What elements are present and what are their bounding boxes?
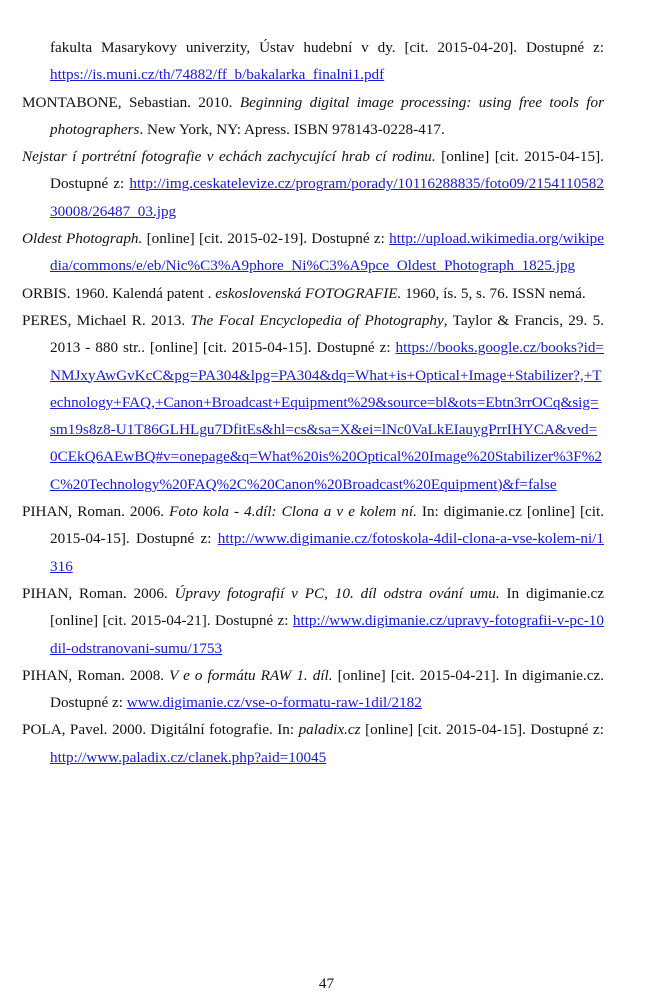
reference-entry xyxy=(22,143,604,225)
reference-entry xyxy=(22,225,604,280)
reference-text: POLA, Pavel. 2000. Digitální fotografie. In: xyxy=(22,721,299,739)
reference-title: The Focal Encyclopedia of Photography xyxy=(190,311,444,329)
reference-link[interactable]: http://upload.wikimedia.org/wikipedia/commons/e/eb/Nic%C3%A9phore_Ni%C3%A9pce_Oldest_Photograph_1825.jpg xyxy=(50,230,605,275)
reference-title: V e o formátu RAW 1. díl. xyxy=(169,666,333,684)
reference-link[interactable]: www.digimanie.cz/vse-o-formatu-raw-1dil/2182 xyxy=(126,694,422,712)
reference-text: 1960, ís. 5, s. 76. ISSN nemá. xyxy=(401,284,586,302)
reference-entry xyxy=(22,280,604,307)
reference-link[interactable]: https://is.muni.cz/th/74882/ff_b/bakalarka_finalni1.pdf xyxy=(50,66,385,84)
reference-link[interactable]: http://img.ceskatelevize.cz/program/porady/10116288835/foto09/215411058230008/26487_03.jpg xyxy=(50,175,604,220)
reference-text: [online] [cit. 2015-04-15]. Dostupné z: xyxy=(50,148,604,193)
reference-text: ORBIS. 1960. Kalendá patent . xyxy=(22,284,216,302)
reference-title: Nejstar í portrétní fotografie v echách zachycující hrab cí rodinu. xyxy=(22,148,436,166)
reference-entry xyxy=(22,662,604,717)
reference-title: Foto kola - 4.díl: Clona a v e kolem ní. xyxy=(169,503,417,521)
reference-title: paladix.cz xyxy=(298,721,361,739)
reference-link[interactable]: http://www.paladix.cz/clanek.php?aid=10045 xyxy=(50,748,327,766)
reference-title: Oldest Photograph. xyxy=(22,230,143,248)
reference-title: Beginning digital image processing: using free tools for photographers xyxy=(50,93,604,138)
reference-text: [online] [cit. 2015-04-21]. In digimanie.cz. Dostupné z: xyxy=(50,666,604,712)
reference-text: In digimanie.cz [online] [cit. 2015-04-21]. Dostupné z: xyxy=(50,584,604,630)
reference-text: , Taylor & Francis, 29. 5. 2013 - 880 str.. [online] [cit. 2015-04-15]. Dostupné z: xyxy=(50,311,604,357)
reference-text: PIHAN, Roman. 2008. xyxy=(22,666,170,684)
reference-title: Úpravy fotografií v PC, 10. díl odstra ování umu. xyxy=(174,584,500,602)
reference-text: MONTABONE, Sebastian. 2010. xyxy=(22,93,240,111)
page-number: 47 xyxy=(318,975,335,992)
reference-link[interactable]: http://www.digimanie.cz/fotoskola-4dil-clona-a-vse-kolem-ni/1316 xyxy=(50,530,604,575)
reference-list xyxy=(22,34,604,771)
reference-text: [online] [cit. 2015-04-15]. Dostupné z: xyxy=(360,721,604,739)
reference-entry xyxy=(22,716,604,771)
reference-entry xyxy=(22,34,604,89)
reference-text: PIHAN, Roman. 2006. xyxy=(22,584,175,602)
reference-entry xyxy=(22,89,604,144)
reference-text: [online] [cit. 2015-02-19]. Dostupné z: xyxy=(142,230,390,248)
reference-text: PIHAN, Roman. 2006. xyxy=(22,503,170,521)
reference-link[interactable]: https://books.google.cz/books?id=NMJxyAwGvKcC&pg=PA304&lpg=PA304&dq=What+is+Optical+Image+Stabilizer?,+Technology+FAQ,+Canon+Broadcast+Equipment%29&source=bl&ots=Ebtn3rrOCq&sig=sm19s8z8-U1T86GLHLgu7DfitEs&hl=cs&sa=X&ei=lNc0VaLkEIauygPrrIHYCA&ved=0CEkQ6AEwBQ#v=onepage&q=What%20is%20Optical%20Image%20Stabilizer%3F%2C%20Technology%20FAQ%2C%20Canon%20Broadcast%20Equipment)&f=false xyxy=(50,339,604,493)
reference-text: PERES, Michael R. 2013. xyxy=(22,311,191,329)
reference-text: In: digimanie.cz [online] [cit. 2015-04-15]. Dostupné z: xyxy=(50,503,604,548)
reference-entry xyxy=(22,307,604,498)
reference-text: fakulta Masarykovy univerzity, Ústav hudební v dy. [cit. 2015-04-20]. Dostupné z: xyxy=(50,39,604,56)
reference-link[interactable]: http://www.digimanie.cz/upravy-fotografii-v-pc-10dil-odstranovani-sumu/1753 xyxy=(50,612,604,657)
reference-entry xyxy=(22,498,604,580)
reference-title: eskoslovenská FOTOGRAFIE. xyxy=(215,284,402,302)
reference-text: . New York, NY: Apress. ISBN 978143-0228-417. xyxy=(139,120,445,138)
reference-entry xyxy=(22,580,604,662)
